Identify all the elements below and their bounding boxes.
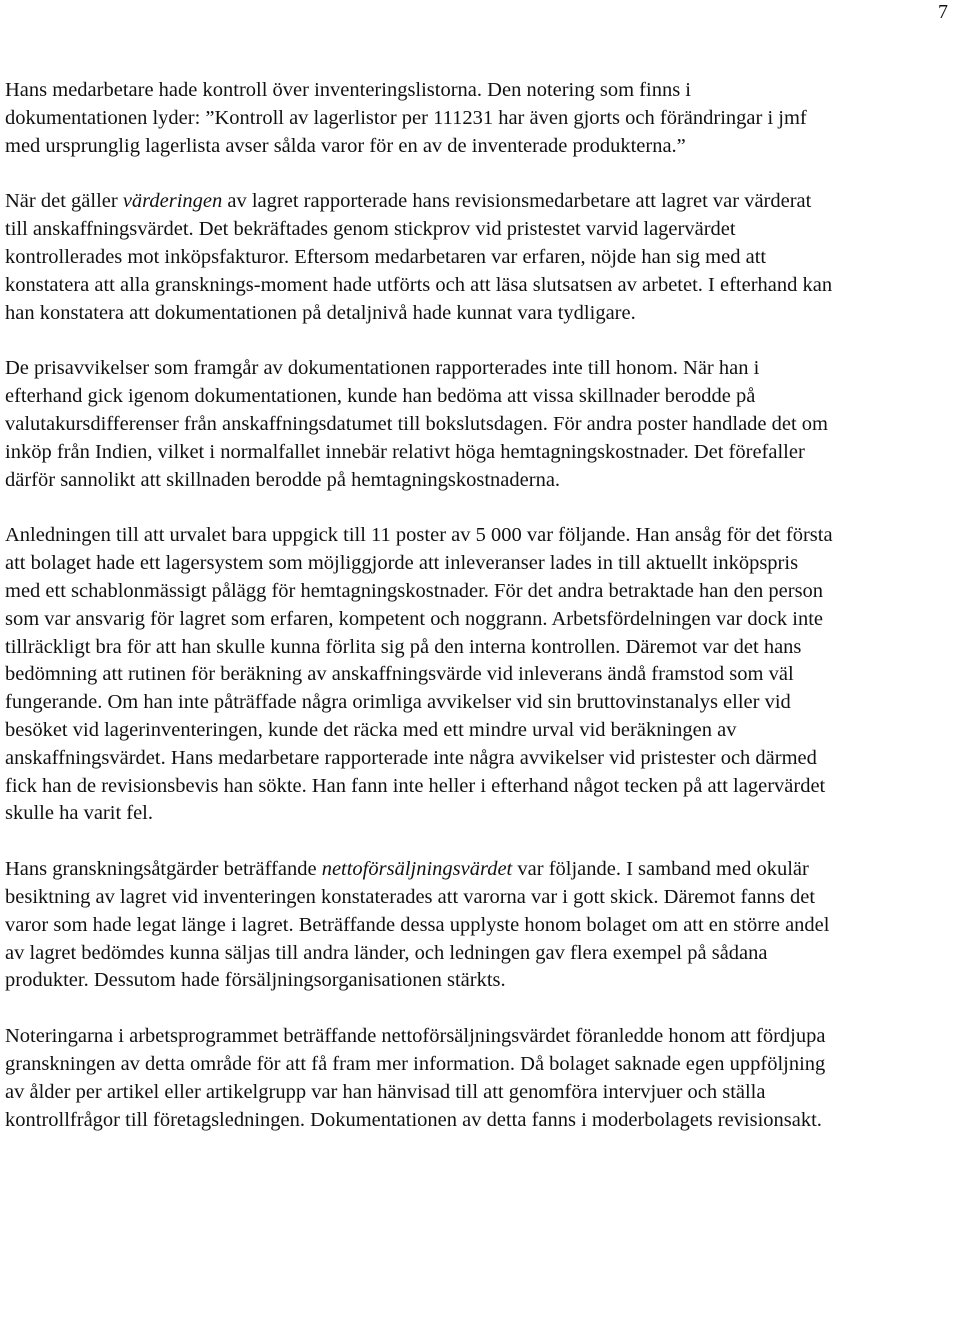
paragraph-text: Noteringarna i arbetsprogrammet beträffande nettoförsäljningsvärdet föranledde honom att fördjupa granskningen av detta område för att få fram mer information. Då bolaget saknade egen uppföljning av ålder per artikel eller artikelgrupp var han hänvisad till att genomföra intervjuer och ställa kontrollfrågor till företagsledningen. Dokumentationen av detta fanns i moderbolagets revisionsakt. — [5, 1025, 826, 1131]
paragraph-text: När det gäller — [5, 190, 123, 213]
paragraph-sample-size — [5, 522, 835, 828]
emphasis-term: nettoförsäljningsvärdet — [321, 858, 513, 881]
paragraph-inventory-control — [5, 77, 835, 160]
paragraph-text: Anledningen till att urvalet bara uppgick till 11 poster av 5 000 var följande. Han ansåg för det första att bolaget hade ett lagersystem som möjliggjorde att inleveranser lades in till aktuellt inköpspris med ett schablonmässigt pålägg för hemtagningskostnader. För det andra betraktade han den person som var ansvarig för lagret som erfaren, kompetent och noggrann. Arbetsfördelningen var dock inte tillräckligt bra för att han skulle kunna förlita sig på den interna kontrollen. Däremot var det hans bedömning att rutinen för beräkning av anskaffningsvärde vid inleverans ändå framstod som väl fungerande. Om han inte påträffade några orimliga avvikelser vid sin bruttovinstanalys eller vid besöket vid lagerinventeringen, kunde det räcka med ett mindre urval vid beräkningen av anskaffningsvärdet. Hans medarbetare rapporterade inte några avvikelser vid pristester och därmed fick han de revisionsbevis han sökte. Han fann inte heller i efterhand något tecken på att lagervärdet skulle ha varit fel. — [5, 524, 833, 825]
paragraph-text: var följande. I samband med okulär besiktning av lagret vid inventeringen konstaterades att varorna var i gott skick. Däremot fanns det varor som hade legat länge i lagret. Beträffande dessa upplyste honom bolaget om att en större andel av lagret bedömdes kunna säljas till andra länder, och ledningen gav flera exempel på sådana produkter. Dessutom hade försäljningsorganisationen stärkts. — [5, 858, 830, 992]
paragraph-text: Hans medarbetare hade kontroll över inventeringslistorna. Den notering som finns i dokumentationen lyder: ”Kontroll av lagerlistor per 111231 har även gjorts och förändringar i jmf med ursprunglig lagerlista avser sålda varor för en av de inventerade produkterna.” — [5, 79, 807, 157]
page-number: 7 — [938, 1, 948, 23]
paragraph-text: av lagret rapporterade hans revisionsmedarbetare att lagret var värderat till anskaffningsvärdet. Det bekräftades genom stickprov vid pristestet varvid lagervärdet kontrollerades mot inköpsfakturor. Eftersom medarbetaren var erfaren, nöjde han sig med att konstatera att alla gransknings-moment hade utförts och att läsa slutsatsen av arbetet. I efterhand kan han konstatera att dokumentationen på detaljnivå hade kunnat vara tydligare. — [5, 190, 833, 324]
document-body — [5, 77, 835, 1162]
paragraph-valuation — [5, 188, 835, 327]
paragraph-work-program-notes — [5, 1023, 835, 1134]
paragraph-net-realizable-value — [5, 856, 835, 995]
paragraph-text: De prisavvikelser som framgår av dokumentationen rapporterades inte till honom. När han i efterhand gick igenom dokumentationen, kunde han bedöma att vissa skillnader berodde på valutakursdifferenser från anskaffningsdatumet till bokslutsdagen. För andra poster handlade det om inköp från Indien, vilket i normalfallet innebär relativt höga hemtagningskostnader. Det förefaller därför sannolikt att skillnaden berodde på hemtagningskostnaderna. — [5, 357, 829, 491]
emphasis-term: värderingen — [122, 190, 223, 213]
paragraph-price-deviations — [5, 355, 835, 494]
paragraph-text: Hans granskningsåtgärder beträffande — [5, 858, 322, 881]
